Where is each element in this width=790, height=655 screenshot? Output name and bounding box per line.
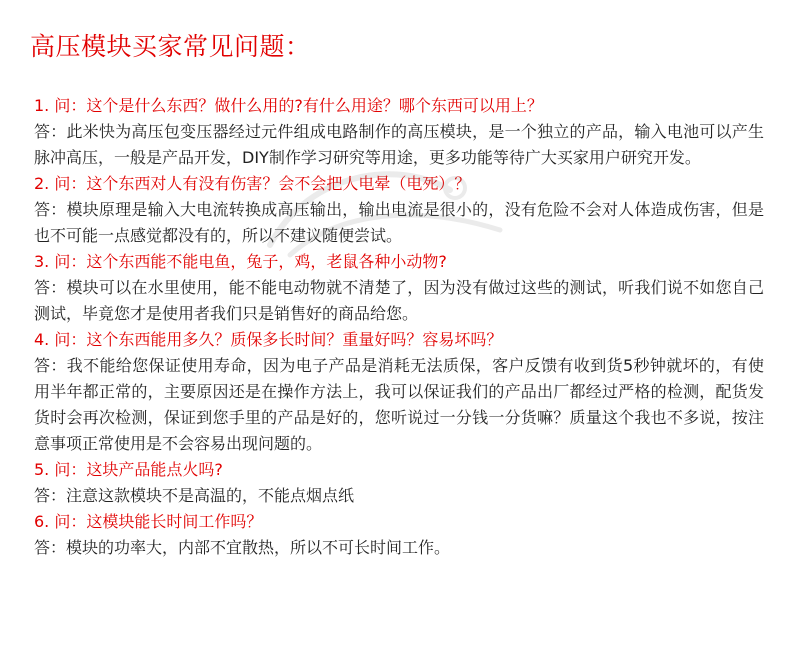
faq-item — [34, 93, 764, 171]
faq-question: 4. 问：这个东西能用多久？质保多长时间？重量好吗？容易坏吗？ — [34, 330, 503, 349]
faq-question: 5. 问：这块产品能点火吗? — [34, 460, 223, 479]
faq-question: 3. 问：这个东西能不能电鱼，兔子，鸡，老鼠各种小动物? — [34, 252, 447, 271]
faq-item — [34, 327, 764, 457]
faq-item — [34, 171, 764, 249]
faq-question: 2. 问：这个东西对人有没有伤害？会不会把人电晕（电死）？ — [34, 174, 471, 193]
faq-list — [34, 93, 764, 561]
faq-item — [34, 249, 764, 327]
page-title: 高压模块买家常见问题： — [30, 32, 311, 61]
faq-item — [34, 457, 764, 509]
faq-question: 6. 问：这模块能长时间工作吗？ — [34, 512, 263, 531]
faq-answer: 答：注意这款模块不是高温的，不能点烟点纸 — [34, 486, 355, 505]
faq-answer: 答：模块的功率大，内部不宜散热，所以不可长时间工作。 — [34, 538, 451, 557]
faq-question: 1. 问：这个是什么东西？做什么用的?有什么用途？哪个东西可以用上？ — [34, 96, 543, 115]
faq-answer: 答：我不能给您保证使用寿命，因为电子产品是消耗无法质保，客户反馈有收到货5秒钟就坏的，有使用半年都正常的，主要原因还是在操作方法上，我可以保证我们的产品出厂都经过严格的检测，配货发货时会再次检测，保证到您手里的产品是好的，您听说过一分钱一分货嘛？质量这个我也不多说，按注意事项正常使用是不会容易出现问题的。 — [34, 356, 764, 453]
faq-answer: 答：模块可以在水里使用，能不能电动物就不清楚了，因为没有做过这些的测试，听我们说不如您自己测试，毕竟您才是使用者我们只是销售好的商品给您。 — [34, 278, 764, 323]
faq-answer: 答：此米快为高压包变压器经过元件组成电路制作的高压模块，是一个独立的产品，输入电池可以产生脉冲高压，一般是产品开发，DIY制作学习研究等用途，更多功能等待广大买家用户研究开发。 — [34, 122, 764, 167]
faq-item — [34, 509, 764, 561]
faq-answer: 答：模块原理是输入大电流转换成高压输出，输出电流是很小的，没有危险不会对人体造成伤害，但是也不可能一点感觉都没有的，所以不建议随便尝试。 — [34, 200, 764, 245]
